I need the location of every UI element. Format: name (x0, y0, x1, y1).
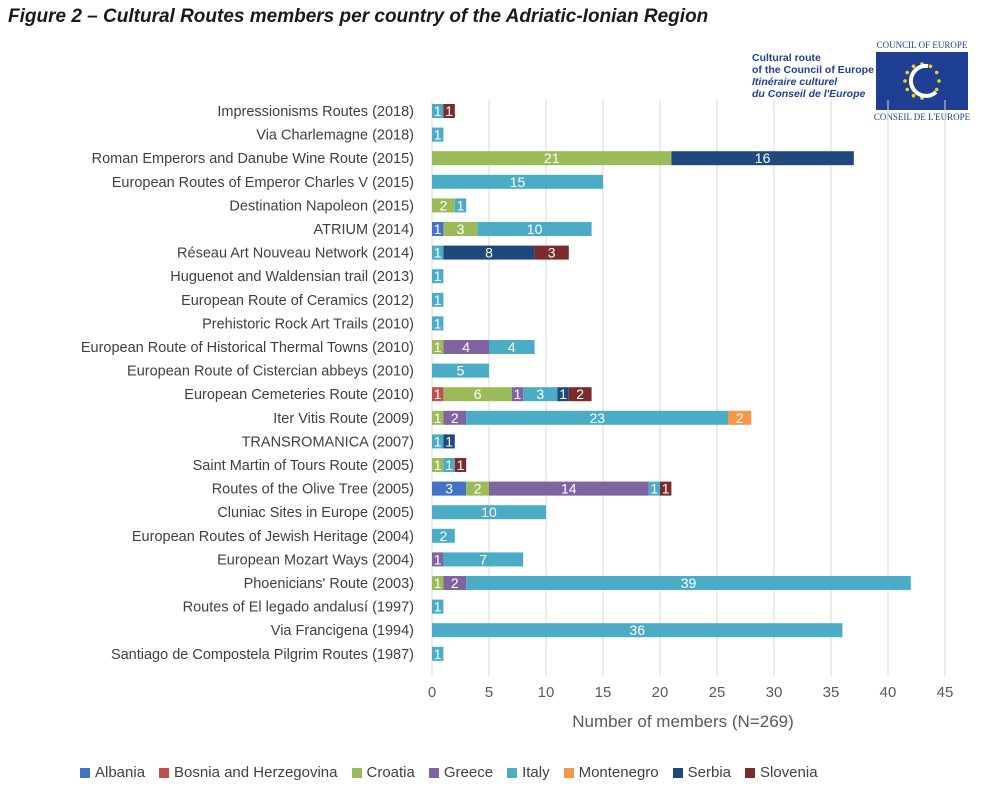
data-label: 21 (543, 150, 560, 167)
legend-item (673, 764, 731, 781)
legend-swatch (352, 768, 362, 778)
x-tick-label: 30 (765, 684, 783, 701)
data-label: 2 (450, 575, 459, 591)
data-label: 1 (456, 197, 465, 214)
legend-label: Albania (95, 764, 146, 781)
data-label: 1 (433, 339, 442, 355)
category-label: ATRIUM (2014) (313, 222, 414, 238)
data-label: 1 (456, 457, 465, 473)
data-label: 1 (445, 433, 453, 450)
data-label: 2 (450, 409, 459, 426)
data-label: 2 (576, 386, 585, 403)
category-label: Cluniac Sites in Europe (2005) (217, 505, 414, 522)
legend-swatch (80, 768, 90, 778)
x-tick-label: 40 (879, 684, 897, 701)
data-label: 4 (507, 339, 516, 355)
legend-label: Slovenia (760, 764, 818, 781)
logo-line-en-1: Cultural route (752, 52, 821, 64)
chart-legend (80, 764, 818, 781)
legend-swatch (429, 768, 439, 778)
category-label: Saint Martin of Tours Route (2005) (192, 458, 414, 474)
data-label: 36 (629, 622, 645, 639)
data-label: 1 (433, 221, 442, 237)
data-label: 23 (589, 409, 606, 426)
legend-label: Greece (443, 764, 494, 781)
legend-item (564, 764, 659, 781)
category-label: Routes of the Olive Tree (2005) (211, 481, 414, 498)
category-label: Via Francigena (1994) (270, 623, 414, 640)
data-label: 1 (445, 103, 453, 119)
logo-line-en-2: of the Council of Europe (752, 64, 874, 76)
legend-swatch (673, 768, 683, 778)
logo-line-fr-1: Itinéraire culturel (752, 76, 838, 88)
data-label: 1 (433, 551, 442, 568)
coe-top-text: COUNCIL OF EUROPE (876, 40, 968, 50)
data-label: 3 (456, 221, 465, 237)
category-label: Huguenot and Waldensian trail (2013) (170, 269, 414, 286)
data-label: 3 (536, 386, 545, 403)
category-label: Réseau Art Nouveau Network (2014) (177, 245, 414, 262)
category-label: European Cemeteries Route (2010) (184, 387, 414, 404)
data-label: 1 (513, 386, 522, 403)
data-label: 1 (433, 433, 442, 450)
data-label: 1 (433, 315, 442, 332)
x-tick-label: 25 (708, 684, 726, 701)
category-label: European Mozart Ways (2004) (217, 552, 414, 569)
data-label: 1 (661, 480, 670, 497)
data-label: 2 (735, 409, 744, 426)
category-label: Destination Napoleon (2015) (229, 198, 414, 215)
data-label: 2 (439, 527, 448, 544)
data-label: 39 (680, 575, 697, 591)
legend-item (745, 764, 818, 781)
data-label: 10 (481, 504, 497, 521)
legend-item (159, 764, 337, 781)
data-label: 1 (433, 386, 442, 403)
data-label: 3 (547, 244, 556, 261)
data-label: 10 (526, 221, 543, 237)
category-label: Routes of El legado andalusí (1997) (182, 599, 414, 616)
category-label: European Routes of Jewish Heritage (2004) (131, 528, 414, 545)
data-label: 1 (445, 457, 453, 473)
data-label: 1 (433, 291, 442, 308)
data-label: 6 (473, 386, 482, 403)
x-tick-label: 5 (484, 684, 494, 701)
legend-label: Bosnia and Herzegovina (174, 764, 338, 781)
data-label: 4 (462, 339, 471, 355)
coe-bottom-text: CONSEIL DE L'EUROPE (873, 112, 971, 122)
data-label: 1 (433, 268, 442, 285)
figure-title: Figure 2 – Cultural Routes members per country of the Adriatic-Ionian Region (8, 6, 709, 27)
category-label: European Route of Ceramics (2012) (181, 292, 414, 309)
data-label: 15 (509, 173, 526, 190)
category-label: Phoenicians' Route (2003) (243, 576, 414, 592)
data-label: 3 (445, 480, 453, 497)
category-label: European Routes of Emperor Charles V (2015) (111, 174, 414, 191)
category-label: Impressionisms Routes (2018) (217, 104, 414, 120)
x-tick-label: 35 (822, 684, 840, 701)
data-label: 1 (559, 386, 567, 403)
data-label: 14 (561, 480, 577, 497)
legend-swatch (564, 768, 574, 778)
data-label: 1 (433, 457, 442, 473)
data-label: 1 (650, 480, 659, 497)
legend-swatch (745, 768, 755, 778)
data-label: 1 (433, 645, 442, 662)
category-label: Santiago de Compostela Pilgrim Routes (1987) (110, 646, 414, 663)
data-label: 5 (456, 362, 465, 379)
data-label: 1 (433, 598, 442, 615)
legend-item (80, 764, 145, 781)
data-label: 7 (479, 551, 488, 568)
x-tick-label: 45 (936, 684, 954, 701)
category-label: TRANSROMANICA (2007) (241, 434, 414, 451)
category-label: Prehistoric Rock Art Trails (2010) (202, 316, 414, 333)
data-label: 2 (473, 480, 482, 497)
legend-label: Serbia (687, 764, 731, 781)
logo-line-fr-2: du Conseil de l'Europe (752, 88, 866, 100)
data-label: 1 (433, 244, 442, 261)
data-label: 1 (433, 126, 442, 143)
category-label: Iter Vitis Route (2009) (273, 410, 414, 427)
legend-swatch (159, 768, 169, 778)
x-tick-label: 0 (427, 684, 437, 701)
data-label: 2 (439, 197, 448, 214)
data-label: 16 (754, 150, 771, 167)
x-tick-label: 20 (651, 684, 669, 701)
x-axis-label: Number of members (N=269) (572, 712, 794, 731)
legend-item (352, 764, 415, 781)
x-tick-label: 15 (594, 684, 612, 701)
legend-label: Croatia (366, 764, 415, 781)
legend-swatch (507, 768, 517, 778)
legend-label: Montenegro (578, 764, 659, 781)
legend-label: Italy (522, 764, 550, 781)
category-label: European Route of Historical Thermal Towns (2010) (80, 340, 414, 356)
data-label: 1 (433, 409, 442, 426)
data-label: 1 (433, 575, 442, 591)
data-label: 1 (433, 103, 442, 119)
data-label: 8 (485, 244, 493, 261)
legend-item (429, 764, 493, 781)
category-label: European Route of Cistercian abbeys (2010) (127, 363, 414, 380)
legend-item (507, 764, 550, 781)
category-label: Roman Emperors and Danube Wine Route (2015) (91, 151, 414, 168)
category-label: Via Charlemagne (2018) (256, 127, 414, 144)
x-tick-label: 10 (537, 684, 555, 701)
